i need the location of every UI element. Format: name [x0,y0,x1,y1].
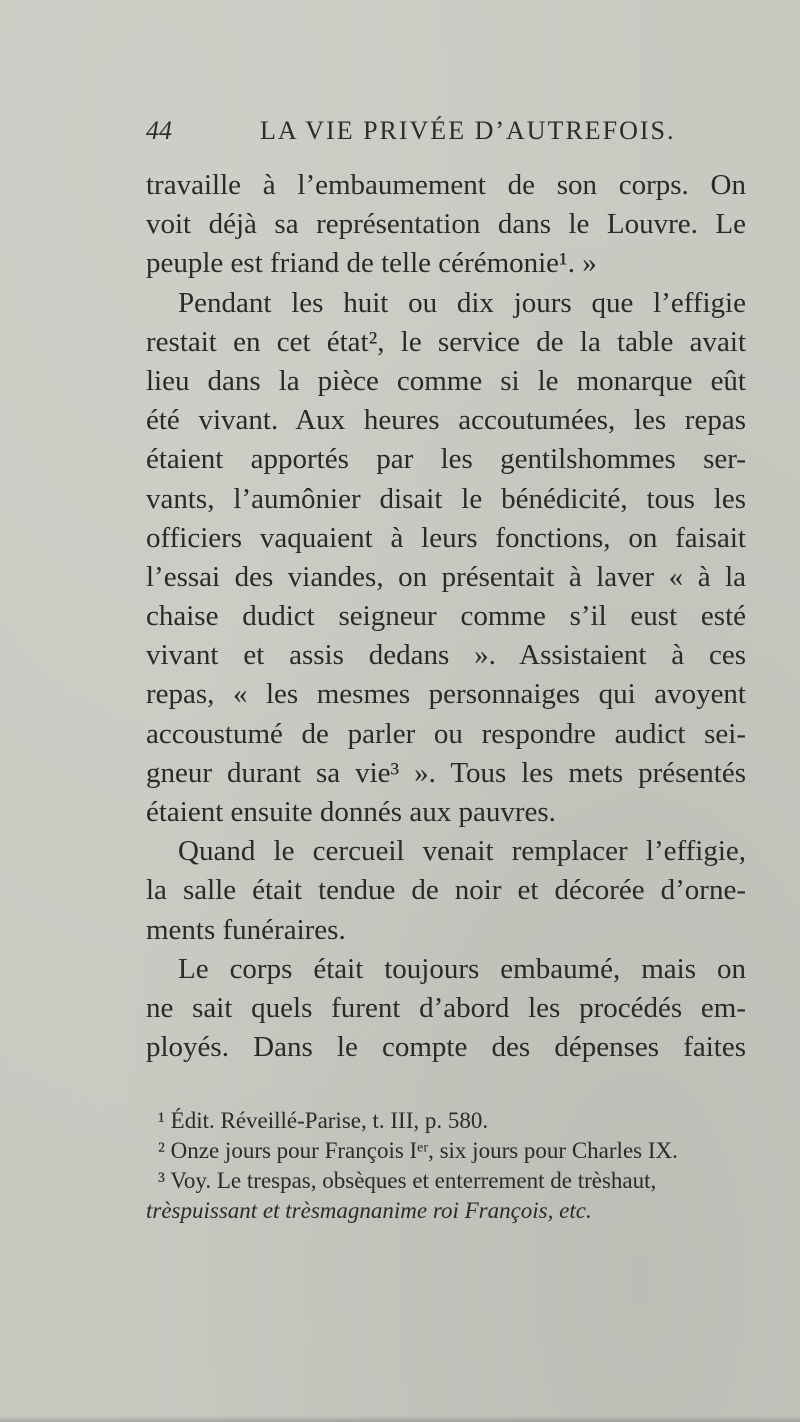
body-line: officiers vaquaient à leurs fonctions, on faisait [146,521,746,554]
body-line: peuple est friand de telle cérémonie¹. » [146,247,597,280]
body-line: repas, « les mesmes personnaiges qui avoyent [146,678,746,711]
page-header [146,116,740,156]
footnotes [146,1106,742,1226]
body-line: ments funéraires. [146,913,346,946]
body-line: lieu dans la pièce comme si le monarque eût [146,364,746,397]
body-line: ne sait quels furent d’abord les procédés em- [146,991,746,1024]
body-line: Quand le cercueil venait remplacer l’effigie, [178,835,746,868]
page-bottom-edge [0,1416,800,1422]
footnote: trèspuissant et trèsmagnanime roi François, etc. [146,1198,592,1223]
body-line: voit déjà sa représentation dans le Louvre. Le [146,208,746,241]
body-line: été vivant. Aux heures accoutumées, les repas [146,404,746,437]
body-line: travaille à l’embaumement de son corps. On [146,169,746,201]
footnote: ³ Voy. Le trespas, obsèques et enterrement de trèshaut, [158,1168,657,1193]
body-line: ployés. Dans le compte des dépenses faites [146,1031,746,1064]
body-line: étaient apportés par les gentilshommes ser- [146,443,746,476]
body-line: chaise dudict seigneur comme s’il eust esté [146,600,746,633]
footnote: ² Onze jours pour François Iᵉʳ, six jours pour Charles IX. [158,1138,678,1163]
running-title: LA VIE PRIVÉE D’AUTREFOIS. [260,116,676,145]
body-line: vivant et assis dedans ». Assistaient à ces [146,639,746,672]
page-number: 44 [146,116,172,145]
body-line: Le corps était toujours embaumé, mais on [178,952,746,985]
body-line: gneur durant sa vie³ ». Tous les mets présentés [146,756,746,789]
footnote: ¹ Édit. Réveillé-Parise, t. III, p. 580. [158,1108,489,1133]
body-line: Pendant les huit ou dix jours que l’effigie [178,286,746,319]
body-line: accoustumé de parler ou respondre audict sei- [146,717,746,750]
body-line: la salle était tendue de noir et décorée d’orne- [146,874,746,907]
body-text [146,166,746,1067]
body-line: restait en cet état², le service de la table avait [146,325,746,358]
body-line: étaient ensuite donnés aux pauvres. [146,796,556,828]
body-line: vants, l’aumônier disait le bénédicité, tous les [146,482,746,515]
body-line: l’essai des viandes, on présentait à laver « à la [146,560,746,593]
